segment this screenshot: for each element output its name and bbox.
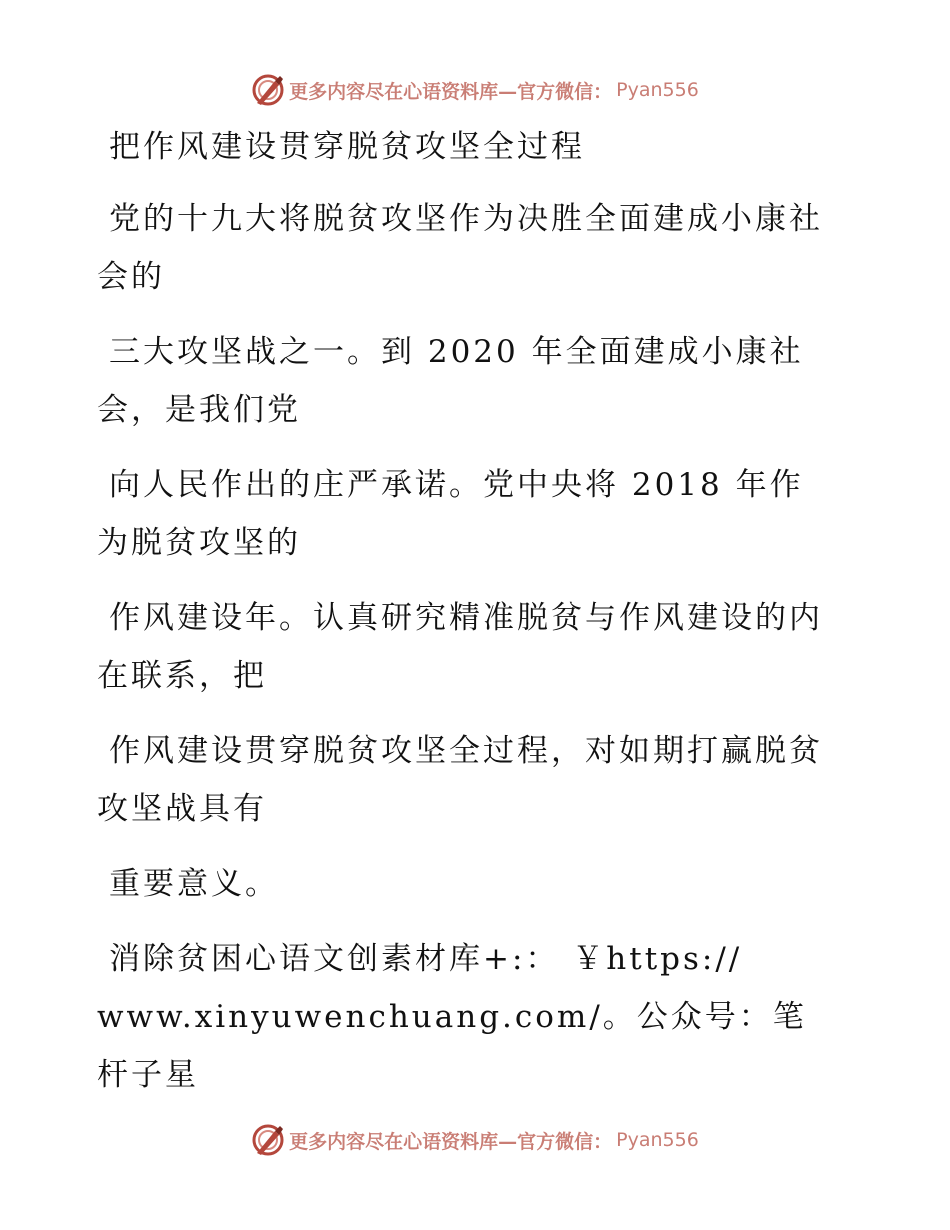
paragraph-1: 党的十九大将脱贫攻坚作为决胜全面建成小康社会的 <box>97 201 823 295</box>
promo-line-1: 消除贫困心语文创素材库+:： ￥https:// <box>109 941 743 977</box>
paragraph-4: 作风建设年。认真研究精准脱贫与作风建设的内在联系，把 <box>97 600 823 694</box>
document-body <box>97 118 837 1121</box>
header-banner <box>251 73 699 107</box>
paragraph-5: 作风建设贯穿脱贫攻坚全过程，对如期打赢脱贫攻坚战具有 <box>97 733 823 827</box>
footer-brand-text: 更多内容尽在心语资料库—官方微信： <box>289 1130 613 1153</box>
pen-logo-icon <box>251 73 285 107</box>
page-header <box>0 70 950 110</box>
pen-logo-icon <box>251 1123 285 1157</box>
paragraph-3: 向人民作出的庄严承诺。党中央将 2018 年作为脱贫攻坚的 <box>97 467 804 561</box>
document-title: 把作风建设贯穿脱贫攻坚全过程 <box>109 129 585 165</box>
header-contact: Pyan556 <box>616 79 699 101</box>
footer-banner <box>251 1123 699 1157</box>
footer-contact: Pyan556 <box>616 1129 699 1151</box>
paragraph-2: 三大攻坚战之一。到 2020 年全面建成小康社会，是我们党 <box>97 334 804 428</box>
header-brand-text: 更多内容尽在心语资料库—官方微信： <box>289 80 613 103</box>
page-footer <box>0 1120 950 1160</box>
promo-line-2: www.xinyuwenchuang.com/。公众号：笔杆子星 <box>97 999 807 1093</box>
paragraph-6: 重要意义。 <box>109 866 279 902</box>
